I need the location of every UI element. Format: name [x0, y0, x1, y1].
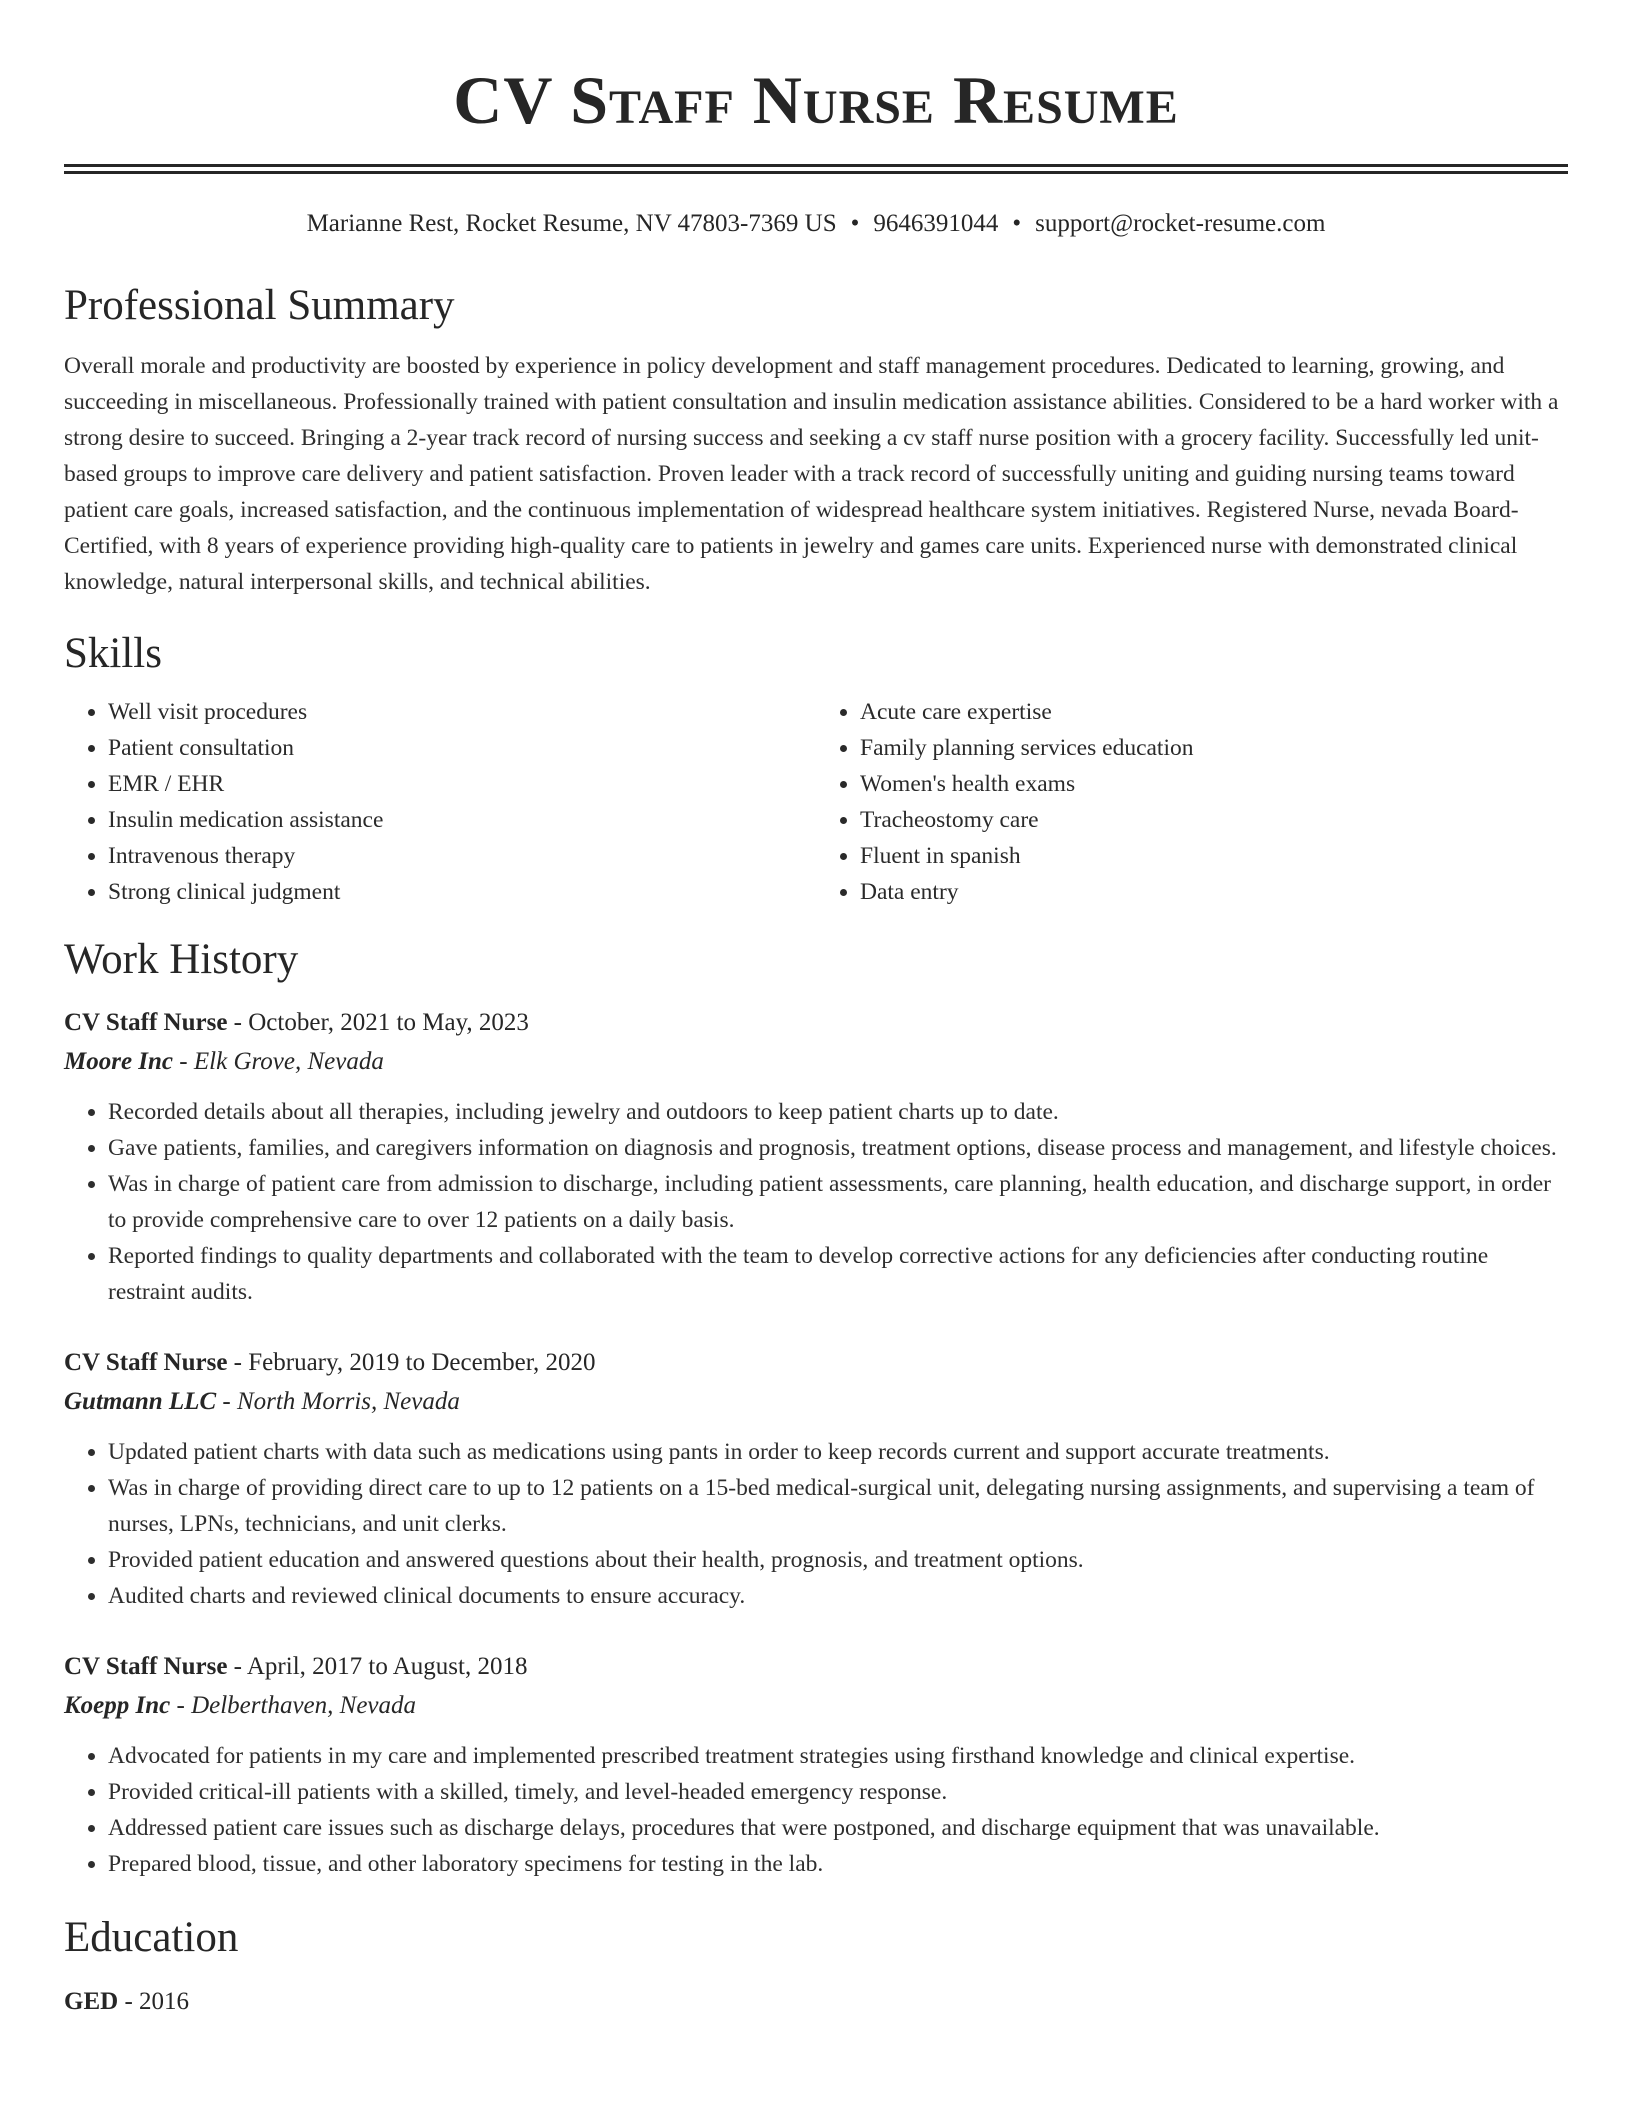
skills-list	[64, 694, 1568, 910]
job-duty: • Updated patient charts with data such as medications using pants in order to keep records current and support accurate treatments.	[108, 1434, 1568, 1470]
skill-item: • EMR / EHR	[108, 766, 816, 802]
job-title: CV Staff Nurse	[64, 1349, 228, 1376]
skill-item: • Women's health exams	[860, 766, 1568, 802]
skills-column-right	[816, 694, 1568, 910]
job-dates: February, 2019 to December, 2020	[248, 1349, 596, 1376]
skill-item: • Fluent in spanish	[860, 838, 1568, 874]
contact-separator: •	[1012, 210, 1022, 237]
job-duty: • Prepared blood, tissue, and other laboratory specimens for testing in the lab.	[108, 1846, 1568, 1882]
skill-item: • Acute care expertise	[860, 694, 1568, 730]
job-dates: October, 2021 to May, 2023	[248, 1009, 529, 1036]
education-entry: GED - 2016	[64, 1988, 190, 2015]
skills-heading: Skills	[64, 630, 162, 677]
summary-text: Overall morale and productivity are boosted by experience in policy development and staff management procedures. Dedicated to learning, growing, and succeeding in miscellaneous. Professionally trained with patient consultation and insulin medication assistance abilities. Considered to be a hard worker with a strong desire to succeed. Bringing a 2-year track record of nursing success and seeking a cv staff nurse position with a grocery facility. Successfully led unit-based groups to improve care delivery and patient satisfaction. Proven leader with a track record of successfully uniting and guiding nursing teams toward patient care goals, increased satisfaction, and the continuous implementation of widespread healthcare system initiatives. Registered Nurse, nevada Board-Certified, with 8 years of experience providing high-quality care to patients in jewelry and games care units. Experienced nurse with demonstrated clinical knowledge, natural interpersonal skills, and technical abilities.	[64, 353, 1559, 595]
job-employer: Gutmann LLC - North Morris, Nevada	[64, 1388, 460, 1415]
work-history-heading: Work History	[64, 936, 299, 983]
job-header: CV Staff Nurse - February, 2019 to December, 2020	[64, 1349, 596, 1376]
job-duty: • Was in charge of patient care from admission to discharge, including patient assessments, care planning, health education, and discharge support, in order to provide comprehensive care to over 12 patients on a daily basis.	[108, 1166, 1568, 1238]
job-duty: • Provided critical-ill patients with a skilled, timely, and level-headed emergency response.	[108, 1774, 1568, 1810]
summary-heading: Professional Summary	[64, 282, 455, 329]
education-heading: Education	[64, 1914, 239, 1961]
job-entry	[64, 1648, 1568, 1882]
page-title: CV Staff Nurse Resume	[453, 62, 1179, 138]
job-duty: • Recorded details about all therapies, including jewelry and outdoors to keep patient charts up to date.	[108, 1094, 1568, 1130]
skill-item: • Tracheostomy care	[860, 802, 1568, 838]
job-header: CV Staff Nurse - April, 2017 to August, 2018	[64, 1653, 528, 1680]
job-employer: Koepp Inc - Delberthaven, Nevada	[64, 1692, 417, 1719]
skill-item: • Well visit procedures	[108, 694, 816, 730]
job-title: CV Staff Nurse	[64, 1653, 228, 1680]
company-location: Delberthaven, Nevada	[191, 1692, 417, 1719]
contact-address: Marianne Rest, Rocket Resume, NV 47803-7369 US	[306, 210, 837, 237]
contact-line	[64, 208, 1568, 240]
title-divider	[64, 164, 1568, 174]
job-duty: • Advocated for patients in my care and implemented prescribed treatment strategies using firsthand knowledge and clinical expertise.	[108, 1738, 1568, 1774]
education-year: 2016	[139, 1988, 190, 2015]
job-title: CV Staff Nurse	[64, 1009, 228, 1036]
skill-item: • Patient consultation	[108, 730, 816, 766]
job-duty: • Gave patients, families, and caregivers information on diagnosis and prognosis, treatment options, disease process and management, and lifestyle choices.	[108, 1130, 1568, 1166]
job-duties	[64, 1738, 1568, 1882]
job-entry	[64, 1344, 1568, 1614]
skill-item: • Family planning services education	[860, 730, 1568, 766]
job-duties	[64, 1434, 1568, 1614]
company-name: Gutmann LLC	[64, 1388, 217, 1415]
job-duty: • Audited charts and reviewed clinical documents to ensure accuracy.	[108, 1578, 1568, 1614]
company-location: North Morris, Nevada	[236, 1388, 460, 1415]
company-location: Elk Grove, Nevada	[193, 1048, 384, 1075]
skill-item: • Intravenous therapy	[108, 838, 816, 874]
job-duty: • Provided patient education and answered questions about their health, prognosis, and treatment options.	[108, 1542, 1568, 1578]
job-entry	[64, 1004, 1568, 1310]
skill-item: • Strong clinical judgment	[108, 874, 816, 910]
job-dates: April, 2017 to August, 2018	[246, 1653, 528, 1680]
job-header: CV Staff Nurse - October, 2021 to May, 2023	[64, 1009, 529, 1036]
job-employer: Moore Inc - Elk Grove, Nevada	[64, 1048, 384, 1075]
job-duty: • Reported findings to quality departments and collaborated with the team to develop corrective actions for any deficiencies after conducting routine restraint audits.	[108, 1238, 1568, 1310]
contact-email: support@rocket-resume.com	[1035, 210, 1326, 237]
contact-separator: •	[850, 210, 860, 237]
skill-item: • Insulin medication assistance	[108, 802, 816, 838]
job-duties	[64, 1094, 1568, 1310]
skill-item: • Data entry	[860, 874, 1568, 910]
job-duty: • Was in charge of providing direct care to up to 12 patients on a 15-bed medical-surgical unit, delegating nursing assignments, and supervising a team of nurses, LPNs, technicians, and unit clerks.	[108, 1470, 1568, 1542]
contact-phone: 9646391044	[873, 210, 999, 237]
education-degree: GED	[64, 1988, 119, 2015]
company-name: Moore Inc	[64, 1048, 174, 1075]
skills-column-left	[64, 694, 816, 910]
job-duty: • Addressed patient care issues such as discharge delays, procedures that were postponed, and discharge equipment that was unavailable.	[108, 1810, 1568, 1846]
company-name: Koepp Inc	[64, 1692, 171, 1719]
